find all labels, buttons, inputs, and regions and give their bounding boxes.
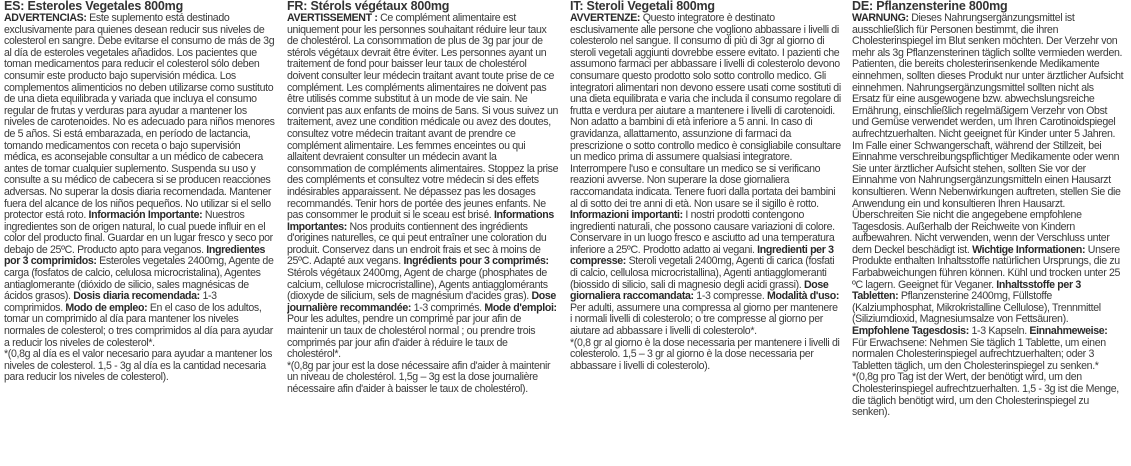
column-title: DE: Pflanzensterine 800mg (852, 0, 1008, 13)
section-text: Pflanzensterine 2400mg, Füllstoffe (Kalziumphosphat, Mikrokristalline Cellulose), Trennmittel (Siliziumdioxid, Magnesiumsalze von Fettsäuren). (852, 290, 1101, 326)
section-heading: Ingredientes por 3 comprimidos: (4, 243, 266, 268)
section-text: Stérols végétaux 2400mg, Agent de charge (phosphates de calcium, cellulose microcristalline), Agents antiagglomérants (dioxyde de silicium, sels de magnésium d'acides gras). (287, 267, 548, 303)
section-text: Per adulti, assumere una compressa al giorno per mantenere i normali livelli di colesterolo; o tre compresse al giorno per aiutare ad abbassare i livelli di colesterolo*. (570, 301, 838, 338)
section-text: Unsere Produkte enthalten Inhaltsstoffe natürlichen Ursprungs, die zu Farbabweichungen führen können. Kühl und trocken unter 25 ºC lagern. Geeignet für Veganer. (852, 243, 1121, 291)
section-heading: Dose giornaliera raccomandata: (570, 278, 829, 303)
section-text: I nostri prodotti contengono ingredienti naturali, che possono causare variazioni di colore. Conservare in un luogo fresco e asciutto ad una temperatura inferiore a 25ºC. Prodotto adatto ai vegani. (570, 209, 835, 256)
section-text: Dieses Nahrungsergänzungsmittel ist ausschließlich für Personen bestimmt, die ihren Cholesterinspiegel im Blut senken möchten. Der Verzehr von mehr als 3g Pflanzensterinen täglich sollte vermieden werden. Patienten, die bereits cholesterinsenkende Medikamente einnehmen, sollten dieses Produkt nur unter ärztlicher Aufsicht einnehmen. Nahrungsergänzungsmittel sollten nicht als Ersatz für eine ausgewogene bzw. abwechslungsreiche Ernährung, einschließlich regelmäßigem Verzehr von Obst und Gemüse verwendet werden, um Ihren Carotinoidspiegel aufrechtzuerhalten. Nicht geeignet für Kinder unter 5 Jahren. Im Falle einer Schwangerschaft, während der Stillzeit, bei Einnahme verschreibungspflichtiger Medikamente oder wenn Sie unter ärztlicher Aufsicht stehen, sollten Sie vor der Einnahme von Nahrungsergänzungsmitteln einen Hausarzt konsultieren. Wenn Nebenwirkungen auftreten, stellen Sie die Anwendung ein und konsultieren Ihren Hausarzt. Überschreiten Sie nicht die angegebene empfohlene Tagesdosis. Außerhalb der Reichweite von Kindern aufbewahren. Nicht verwenden, wenn der Verschluss unter dem Deckel beschädigt ist. (852, 12, 1124, 256)
section-text: En el caso de los adultos, tomar un comprimido al día para mantener los niveles normales de colesterol; o tres comprimidos al día para ayudar a reducir los niveles de colesterol*. (4, 301, 273, 349)
section-text: Ce complément alimentaire est uniquement pour les personnes souhaitant réduire leur taux de cholestérol. La consommation de plus de 3g par jour de stérols végétaux devrait être éviter. Les personnes ayant un traitement de fond pour baisser leur taux de cholestérol doivent consulter leur médecin traitant avant toute prise de ce complément. Les compléments alimentaires ne doivent pas être utilisés comme substitut à un mode de vie sain. Ne convient pas aux enfants de moins de 5ans. Si vous suivez un traitement, avez une condition médicale ou avez des doutes, consultez votre médecin traitant avant de prendre ce complément alimentaire. Les femmes enceintes ou qui allaitent devraient consulter un médecin avant la consommation de compléments alimentaires. Stoppez la prise des compléments et consultez votre médecin si des effets indésirables apparaissent. Ne dépassez pas les dosages recommandés. Tenir hors de portée des jeunes enfants. Ne pas consommer le produit si le sceau est brisé. (287, 12, 559, 222)
column-body (852, 13, 1124, 419)
section-text: *(0,8g par jour est la dose nécessaire afin d'aider à maintenir un niveau de cholestérol. 1,5g – 3g est la dose journalière nécessaire afin d'aider à baisser le taux de cholestérol). (287, 359, 551, 395)
section-text: Für Erwachsene: Nehmen Sie täglich 1 Tablette, um einen normalen Cholesterinspiegel aufrechtzuerhalten; oder 3 Tabletten täglich, um den Cholesterinspiegel zu senken.* (852, 336, 1106, 372)
section-text: 1-3 comprimés. (411, 301, 485, 314)
section-text: *(0,8 gr al giorno è la dose necessaria per mantenere i livelli di colesterolo. 1,5 – 3 gr al giorno è la dose necessaria per abbassare i livelli di colesterolo). (570, 336, 840, 372)
section-heading: Modo de empleo: (65, 301, 148, 314)
section-heading: Dosis diaria recomendada: (73, 290, 200, 303)
column-italian (570, 0, 842, 466)
section-heading: Inhaltsstoffe per 3 Tabletten: (852, 278, 1081, 303)
section-text: *(0,8g pro Tag ist der Wert, der benötigt wird, um den Cholesterinspiegel aufrechtzuerhalten. 1,5 - 3g ist die Menge, die täglich benötigt wird, um den Cholesterinspiegel zu senken). (852, 371, 1119, 419)
section-heading: Ingrédients pour 3 comprimés: (403, 255, 549, 268)
section-heading: Empfohlene Tagesdosis: (852, 325, 969, 338)
column-french (287, 0, 559, 466)
column-title: FR: Stérols végétaux 800mg (287, 0, 450, 13)
section-text: 1-3 Kapseln. (968, 325, 1030, 338)
section-heading: Informazioni importanti: (570, 209, 683, 222)
section-text: Steroli vegetali 2400mg, Agenti di carica (fosfati di calcio, cellulosa microcristallina), Agenti antiagglomeranti (biossido di silicio, sali di magnesio degli acidi grassi). (570, 255, 835, 291)
section-text: Este suplemento está destinado exclusivamente para quienes desean reducir sus niveles de colesterol en sangre. Debe evitarse el consumo de más de 3g al día de esteroles vegetales añadidos. Los pacientes que toman medicamentos para reducir el colesterol sólo deben consumir este producto bajo supervisión médica. Los complementos alimenticios no deben utilizarse como sustituto de una dieta equilibrada y variada que incluya el consumo regular de frutas y verduras para ayudar a mantener los niveles de carotenoides. No es adecuado para niños menores de 5 años. Si está embarazada, en período de lactancia, tomando medicamentos con receta o bajo supervisión médica, es aconsejable consultar a un médico de cabecera antes de tomar cualquier suplemento. Suspenda su uso y consulte a su médico de cabecera si se producen reacciones adversas. No superar la dosis diaria recomendada. Mantener fuera del alcance de los niños pequeños. No utilizar si el sello protector está roto. (4, 12, 275, 222)
column-title: IT: Steroli Vegetali 800mg (570, 0, 715, 13)
column-spanish (4, 0, 276, 466)
section-text: Nos produits contiennent des ingrédients d'origines naturelles, ce qui peut entraîner une coloration du produit. Conservez dans un endroit frais et sec à moins de 25ºC. Adapté aux vegans. (287, 220, 547, 268)
section-heading: Wichtige Informationen: (972, 243, 1086, 256)
column-body (570, 13, 842, 372)
section-heading: Mode d'emploi: (484, 301, 557, 314)
section-heading: Dose journalière recommandée: (287, 290, 556, 314)
section-heading: AVVERTENZE: (570, 12, 641, 24)
section-text: *(0,8g al día es el valor necesario para ayudar a mantener los niveles de colesterol. 1,5 - 3g al día es la cantidad necesaria para reducir los niveles de colesterol). (4, 348, 273, 384)
column-german (852, 0, 1124, 466)
section-text: Questo integratore è destinato esclusivamente alle persone che vogliono abbassare i livelli di colesterolo nel sangue. Il consumo di più di 3gr al giorno di steroli vegetali aggiunti dovrebbe essere evitato. I pazienti che assumono farmaci per abbassare i livelli di colesterolo devono consumare questo prodotto solo sotto controllo medico. Gli integratori alimentari non devono essere usati come sostituti di una dieta equilibrata e varia che includa il consumo regolare di frutta e verdura per aiutare a mantenere i livelli di carotenoidi. Non adatto a bambini di età inferiore a 5 anni. In caso di gravidanza, allattamento, assunzione di farmaci da prescrizione o sotto controllo medico è consigliabile consultare un medico prima di assumere qualsiasi integratore. Interrompere l'uso e consultare un medico se si verificano reazioni avverse. Non superare la dose giornaliera raccomandata indicata. Tenere fuori dalla portata dei bambini al di sotto dei tre anni di età. Non usare se il sigillo è rotto. (570, 12, 841, 210)
section-heading: Información Importante: (88, 209, 203, 222)
section-heading: AVERTISSEMENT : (287, 12, 378, 24)
section-heading: WARNUNG: (852, 12, 909, 24)
section-heading: Ingredienti per 3 compresse: (570, 243, 834, 268)
column-title: ES: Esteroles Vegetales 800mg (4, 0, 184, 13)
section-heading: Einnahmeweise: (1029, 325, 1108, 338)
section-heading: Modalità d'uso: (767, 290, 840, 303)
column-body (287, 13, 559, 396)
section-text: 1-3 comprimidos. (4, 290, 217, 314)
column-body (4, 13, 276, 384)
section-text: 1-3 compresse. (693, 290, 768, 303)
section-heading: ADVERTENCIAS: (4, 12, 87, 24)
section-text: Nuestros ingredientes son de origen natural, lo cual puede influir en el color del producto final. Guardar en un lugar fresco y seco por debajo de 25ºC. Producto apto para veganos. (4, 209, 273, 256)
section-text: Pour les adultes, pendre un comprimé par jour afin de maintenir un taux de cholestérol normal ; ou prendre trois comprimés par jour afin d'aider à réduire le taux de cholestérol*. (287, 313, 536, 361)
section-heading: Informations Importantes: (287, 209, 554, 233)
section-text: Esteroles vegetales 2400mg, Agente de carga (fosfatos de calcio, celulosa microcristalina), Agentes antiaglomerante (dióxido de silicio, sales magnésicas de ácidos grasos). (4, 255, 274, 303)
